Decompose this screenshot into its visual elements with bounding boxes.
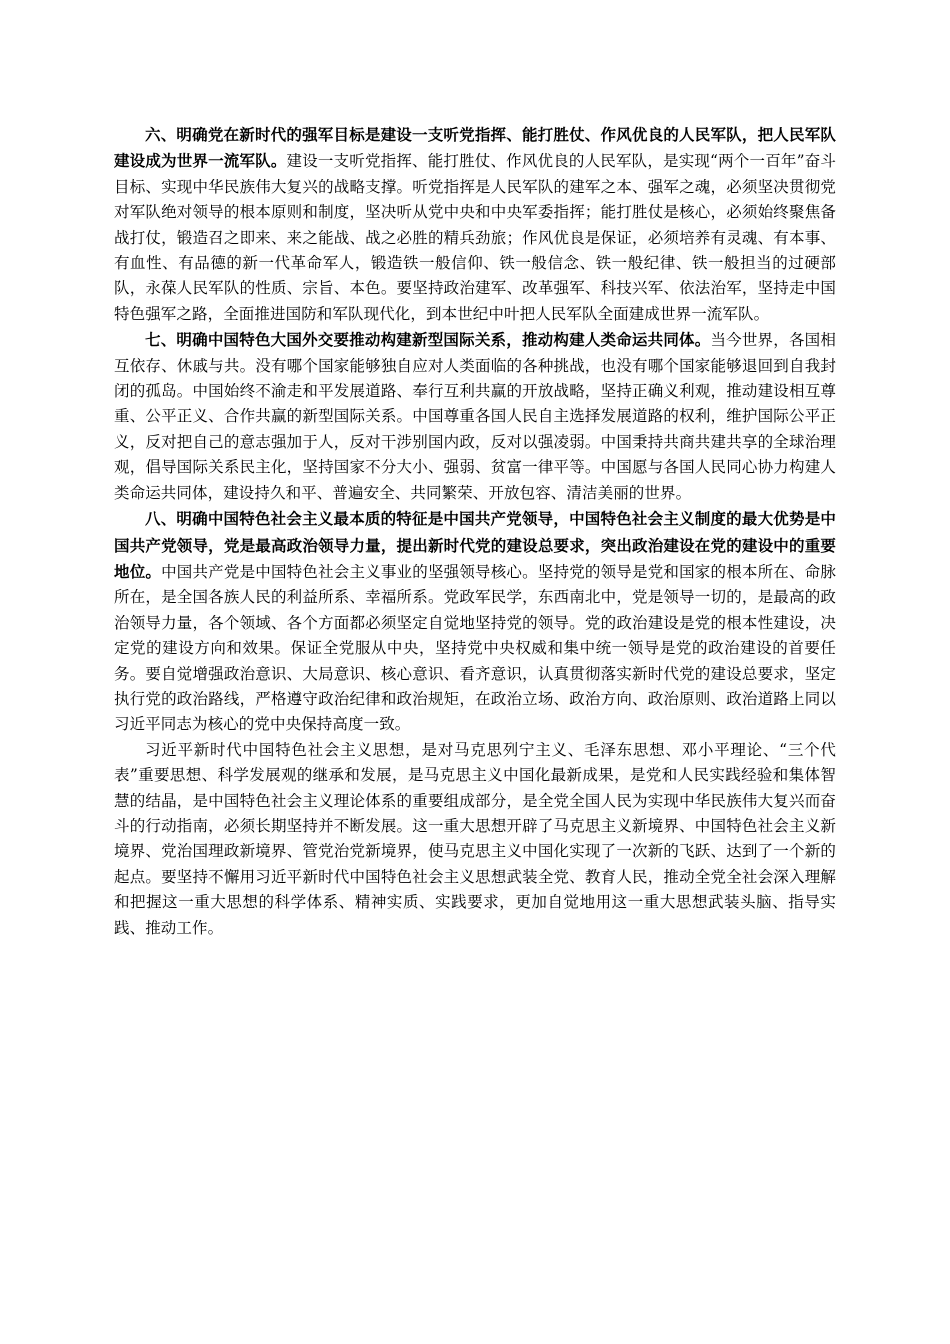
paragraph-conclusion-body: 习近平新时代中国特色社会主义思想，是对马克思列宁主义、毛泽东思想、邓小平理论、“三个代表”重要思想、科学发展观的继承和发展，是马克思主义中国化最新成果，是党和人民实践经验和集体智慧的结晶，是中国特色社会主义理论体系的重要组成部分，是全党全国人民为实现中华民族伟大复兴而奋斗的行动指南，必须长期坚持并不断发展。这一重大思想开辟了马克思主义新境界、中国特色社会主义新境界、党治国理政新境界、管党治党新境界，使马克思主义中国化实现了一次新的飞跃、达到了一个新的起点。要坚持不懈用习近平新时代中国特色社会主义思想武装全党、教育人民，推动全党全社会深入理解和把握这一重大思想的科学体系、精神实质、实践要求，更加自觉地用这一重大思想武装头脑、指导实践、推动工作。	[114, 740, 836, 937]
paragraph-eight-body: 中国共产党是中国特色社会主义事业的坚强领导核心。坚持党的领导是党和国家的根本所在、命脉所在，是全国各族人民的利益所系、幸福所系。党政军民学，东西南北中，党是领导一切的，是最高的政治领导力量，各个领域、各个方面都必须坚定自觉地坚持党的领导。党的政治建设是党的根本性建设，决定党的建设方向和效果。保证全党服从中央，坚持党中央权威和集中统一领导是党的政治建设的首要任务。要自觉增强政治意识、大局意识、核心意识、看齐意识，认真贯彻落实新时代党的建设总要求，坚定执行党的政治路线，严格遵守政治纪律和政治规矩，在政治立场、政治方向、政治原则、政治道路上同以习近平同志为核心的党中央保持高度一致。	[114, 562, 836, 734]
paragraph-eight-heading: 八、明确中国特色社会主义最本质的特征是中国共产党领导，中国特色社会主义制度的最大优势是中国共产党领导，党是最高政治领导力量，提出新时代党的建设总要求，突出政治建设在党的建设中的重要地位。	[114, 509, 836, 581]
paragraph-six	[114, 122, 836, 327]
paragraph-six-body: 建设一支听党指挥、能打胜仗、作风优良的人民军队，是实现“两个一百年”奋斗目标、实现中华民族伟大复兴的战略支撑。听党指挥是人民军队的建军之本、强军之魂，必须坚决贯彻党对军队绝对领导的根本原则和制度，坚决听从党中央和中央军委指挥；能打胜仗是核心，必须始终聚焦备战打仗，锻造召之即来、来之能战、战之必胜的精兵劲旅；作风优良是保证，必须培养有灵魂、有本事、有血性、有品德的新一代革命军人，锻造铁一般信仰、铁一般信念、铁一般纪律、铁一般担当的过硬部队，永葆人民军队的性质、宗旨、本色。要坚持政治建军、改革强军、科技兴军、依法治军，坚持走中国特色强军之路，全面推进国防和军队现代化，到本世纪中叶把人民军队全面建成世界一流军队。	[114, 152, 836, 323]
paragraph-conclusion	[114, 738, 836, 941]
paragraph-eight	[114, 506, 836, 738]
paragraph-seven-body: 当今世界，各国相互依存、休戚与共。没有哪个国家能够独自应对人类面临的各种挑战，也没有哪个国家能够退回到自我封闭的孤岛。中国始终不渝走和平发展道路、奉行互利共赢的开放战略，坚持正确义利观，推动建设相互尊重、公平正义、合作共赢的新型国际关系。中国尊重各国人民自主选择发展道路的权利，维护国际公平正义，反对把自己的意志强加于人，反对干涉别国内政，反对以强凌弱。中国秉持共商共建共享的全球治理观，倡导国际关系民主化，坚持国家不分大小、强弱、贫富一律平等。中国愿与各国人民同心协力构建人类命运共同体，建设持久和平、普遍安全、共同繁荣、开放包容、清洁美丽的世界。	[114, 331, 836, 502]
paragraph-seven	[114, 327, 836, 506]
document-page	[114, 122, 836, 941]
paragraph-six-heading: 六、明确党在新时代的强军目标是建设一支听党指挥、能打胜仗、作风优良的人民军队，把人民军队建设成为世界一流军队。	[114, 125, 836, 171]
paragraph-seven-heading: 七、明确中国特色大国外交要推动构建新型国际关系，推动构建人类命运共同体。	[145, 330, 711, 350]
